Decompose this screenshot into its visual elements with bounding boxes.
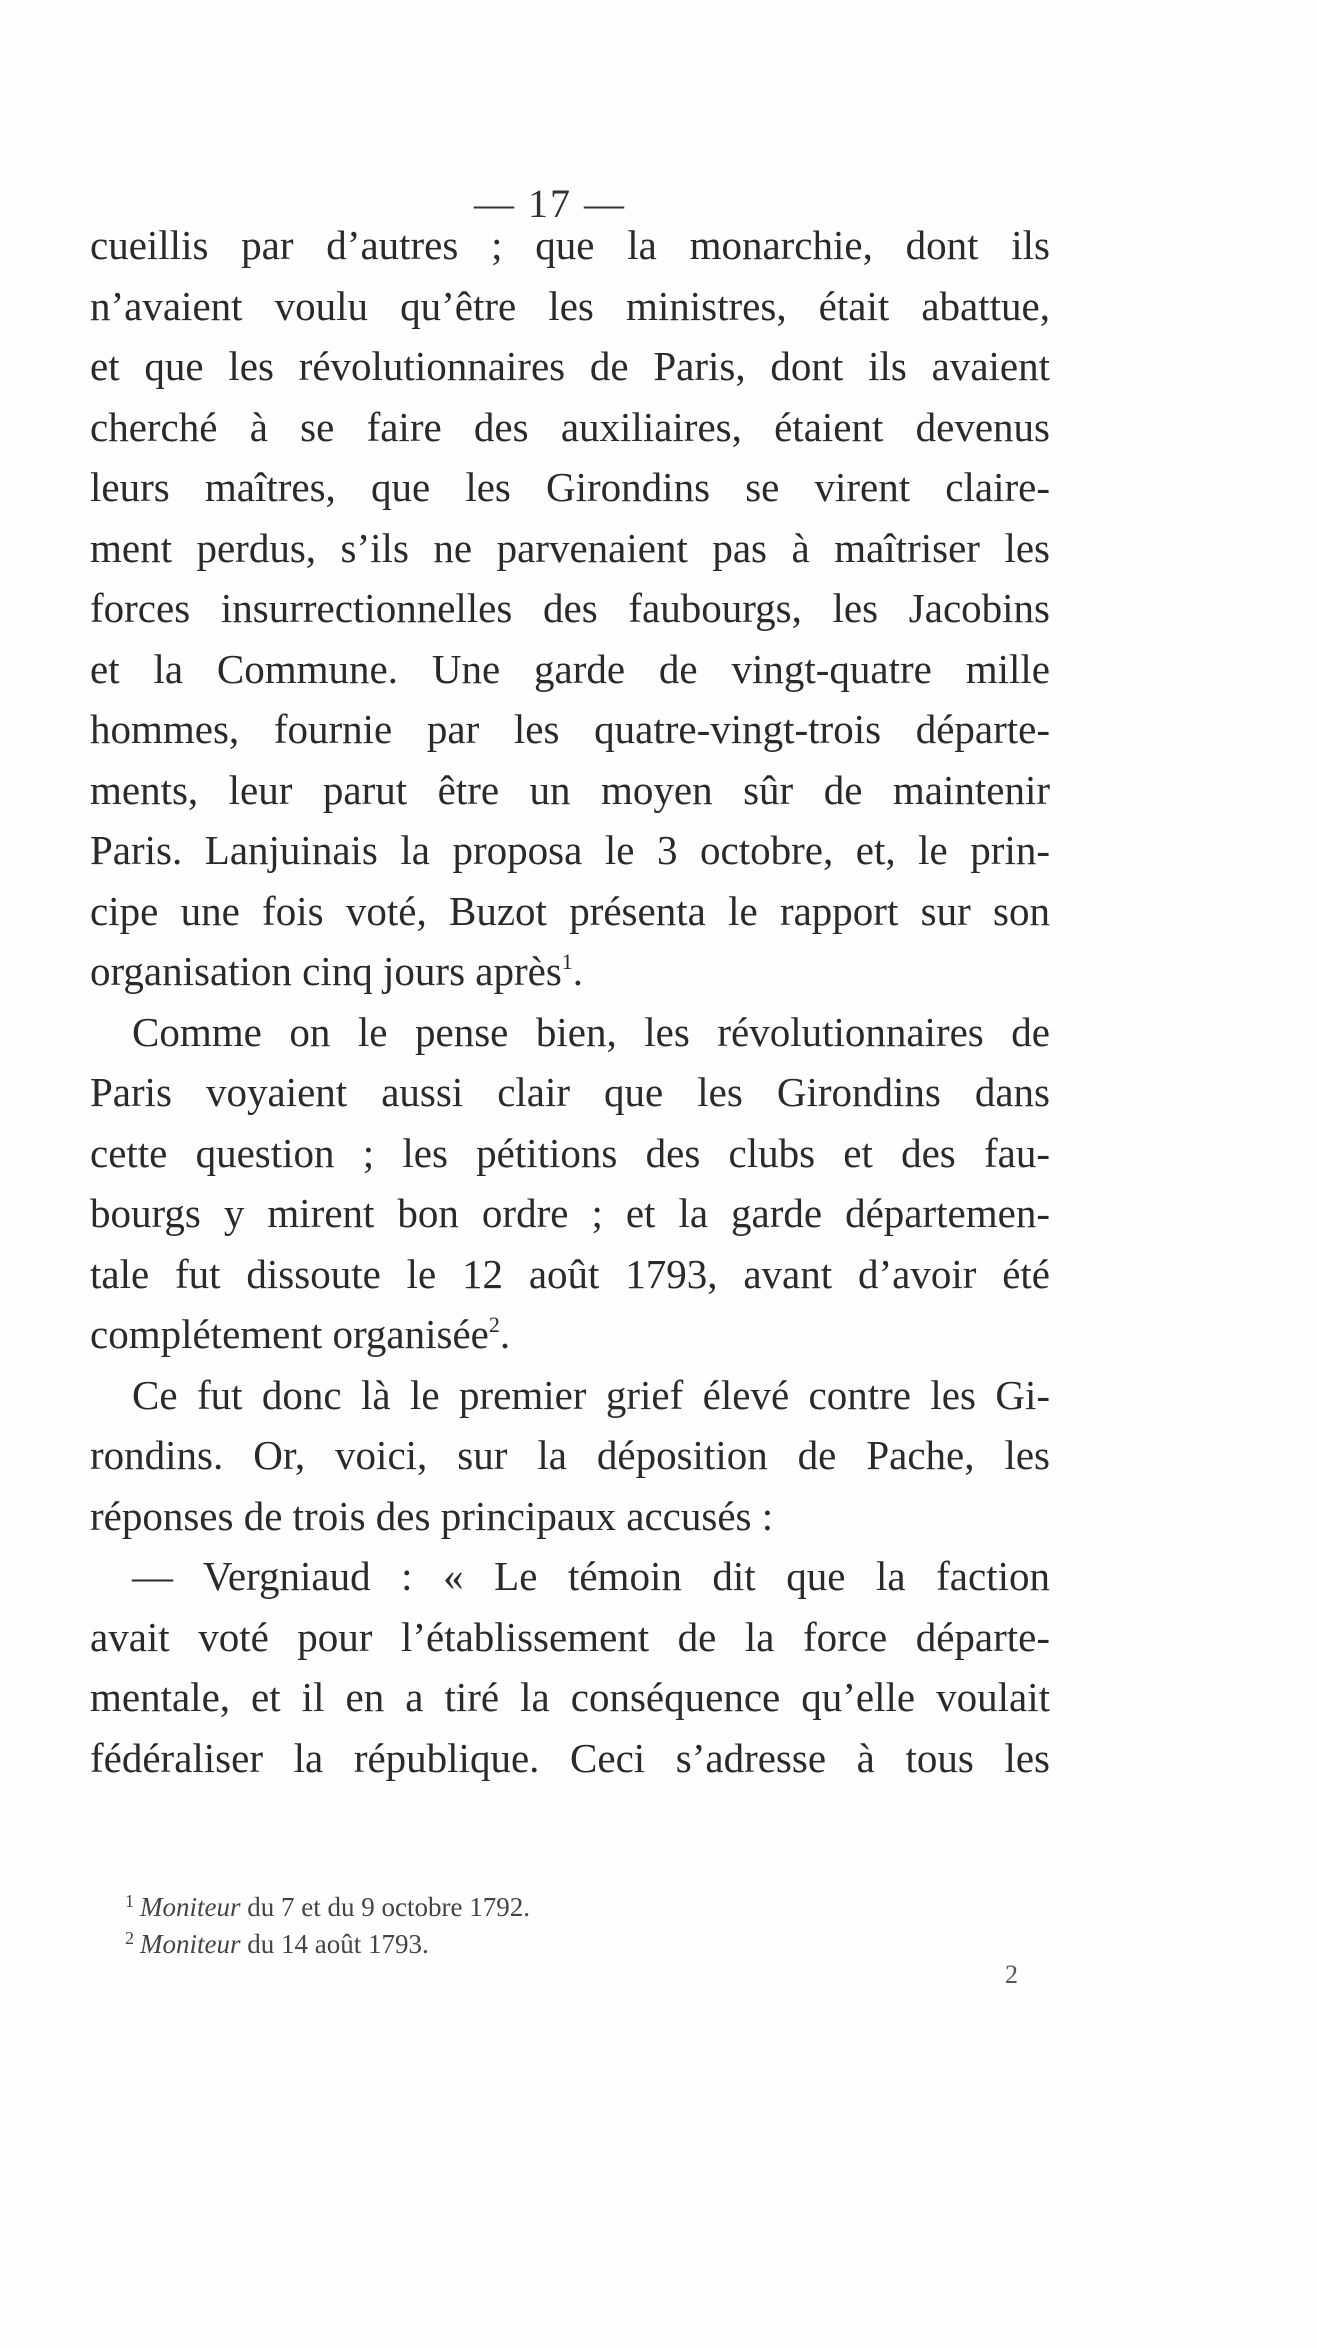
footnotes bbox=[125, 1890, 1025, 1964]
footnote-source: Moniteur bbox=[140, 1929, 241, 1959]
text-line: forces insurrectionnelles des faubourgs, les Jacobins bbox=[90, 585, 1050, 631]
text-line: tale fut dissoute le 12 août 1793, avant d’avoir été bbox=[90, 1250, 1050, 1297]
signature-mark: 2 bbox=[1005, 1960, 1018, 1989]
footnote-number: 2 bbox=[125, 1928, 134, 1948]
text-line: Ce fut donc là le premier grief élevé contre les Gi- bbox=[132, 1371, 1050, 1418]
text-line: — Vergniaud : « Le témoin dit que la faction bbox=[132, 1553, 1050, 1599]
text-line-end: . bbox=[572, 948, 584, 994]
text-line: mentale, et il en a tiré la conséquence qu’elle voulait bbox=[90, 1674, 1050, 1720]
text-line bbox=[90, 941, 1050, 1002]
footnote-text: du 14 août 1793. bbox=[240, 1929, 429, 1959]
text-line: et que les révolutionnaires de Paris, dont ils avaient bbox=[90, 343, 1050, 389]
footnote bbox=[125, 1890, 1025, 1927]
text-line: cherché à se faire des auxiliaires, étaient devenus bbox=[90, 403, 1050, 450]
footnote-number: 1 bbox=[125, 1891, 134, 1911]
text-line: fédéraliser la république. Ceci s’adresse à tous les bbox=[90, 1734, 1050, 1781]
text-line: leurs maîtres, que les Girondins se virent claire- bbox=[90, 464, 1050, 510]
body-text bbox=[90, 215, 1050, 1788]
text-line bbox=[90, 1304, 1050, 1365]
text-line: avait voté pour l’établissement de la force départe- bbox=[90, 1613, 1050, 1660]
text-line: Paris voyaient aussi clair que les Girondins dans bbox=[90, 1069, 1050, 1115]
footnote-source: Moniteur bbox=[140, 1892, 241, 1922]
text-line: bourgs y mirent bon ordre ; et la garde départemen- bbox=[90, 1190, 1050, 1236]
text-line-end: . bbox=[499, 1311, 511, 1357]
text-line: ments, leur parut être un moyen sûr de maintenir bbox=[90, 766, 1050, 813]
footnote-marker: 1 bbox=[561, 949, 573, 974]
footnote-marker: 2 bbox=[488, 1312, 500, 1337]
footnote bbox=[125, 1927, 1025, 1964]
text-line: cette question ; les pétitions des clubs et des fau- bbox=[90, 1129, 1050, 1176]
text-line: et la Commune. Une garde de vingt-quatre mille bbox=[90, 645, 1050, 692]
text-line: cueillis par d’autres ; que la monarchie, dont ils bbox=[90, 222, 1050, 268]
text-line: cipe une fois voté, Buzot présenta le rapport sur son bbox=[90, 887, 1050, 934]
text-line: n’avaient voulu qu’être les ministres, était abattue, bbox=[90, 282, 1050, 329]
text-line: Comme on le pense bien, les révolutionnaires de bbox=[132, 1008, 1050, 1055]
page-number: — 17 — bbox=[474, 181, 626, 226]
text-line: hommes, fournie par les quatre-vingt-trois départe- bbox=[90, 706, 1050, 752]
footnote-text: du 7 et du 9 octobre 1792. bbox=[240, 1892, 530, 1922]
text-line: réponses de trois des principaux accusés : bbox=[90, 1492, 774, 1539]
text-line: Paris. Lanjuinais la proposa le 3 octobre, et, le prin- bbox=[90, 827, 1050, 873]
text-line-content: organisation cinq jours après bbox=[90, 948, 562, 994]
text-line: rondins. Or, voici, sur la déposition de Pache, les bbox=[90, 1432, 1050, 1478]
text-line-content: complétement organisée bbox=[90, 1311, 489, 1357]
text-line: ment perdus, s’ils ne parvenaient pas à maîtriser les bbox=[90, 524, 1050, 571]
